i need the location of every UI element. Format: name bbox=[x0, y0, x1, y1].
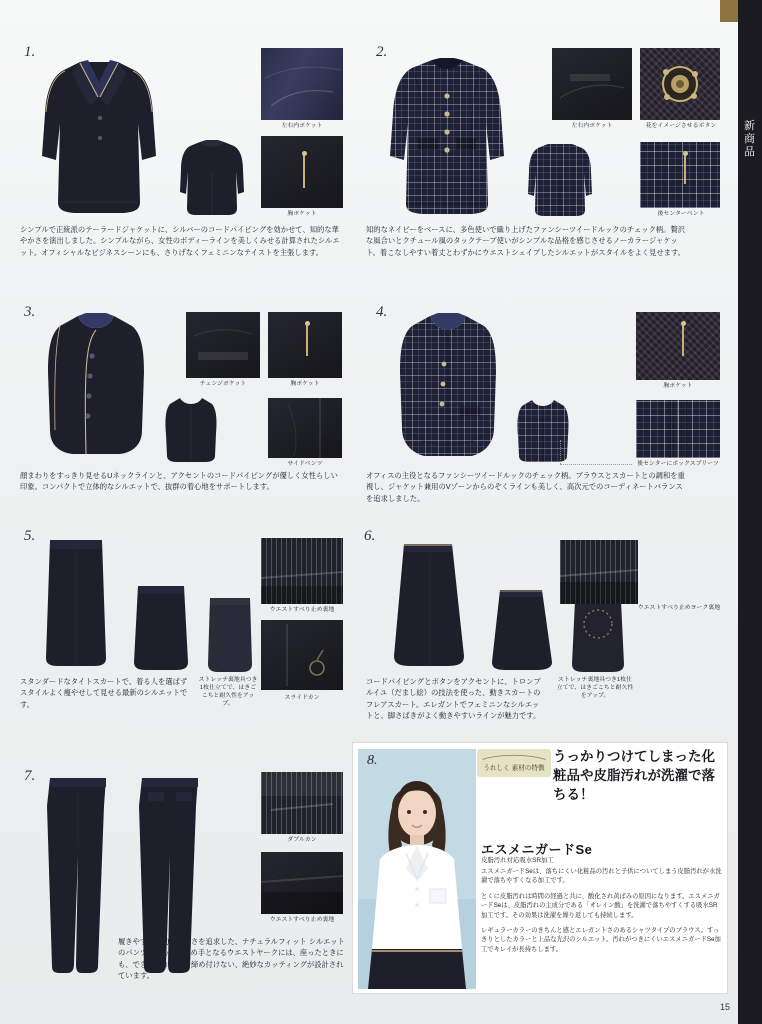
garment-jacket-1-back bbox=[176, 138, 248, 218]
swatch-4-1 bbox=[636, 400, 720, 458]
swatch-label-3-0: チェンジポケット bbox=[199, 381, 247, 387]
item-number-6: 6. bbox=[364, 528, 376, 544]
swatch-label-1-1: 胸ポケット bbox=[287, 211, 317, 217]
swatch-label-2-2: 後センターベント bbox=[657, 211, 705, 217]
garment-skirt-5-long bbox=[36, 538, 116, 668]
swatch-label-3-1: 胸ポケット bbox=[290, 381, 320, 387]
swatch-1-1 bbox=[261, 136, 343, 208]
item-number-4: 4. bbox=[376, 304, 388, 320]
page-edge-gold-marker bbox=[720, 0, 738, 22]
item-caption-7: 履きやすさと動きやすさを追求した、ナチュラルフィット シルエットのパンツ。着心地の決め手となるウエストヤークには、座ったときにも、できる限り腹部を締め付けない、絶妙なカッティングが設計されています。 bbox=[118, 937, 345, 981]
promo-subtitle: 皮脂汚れ対応吸水SR加工 bbox=[481, 857, 554, 864]
item-caption-4: オフィスの主役となるファンシーツイードルックのチェック柄。ブラウスとスカートとの調和を重視し、ジャケット兼用のVゾーンからのぞくラインも美しく、高次元でのコーディネートバランスを追求しました。 bbox=[366, 471, 685, 503]
swatch-7-1 bbox=[261, 852, 343, 914]
garment-skirt-6-flare bbox=[484, 588, 560, 674]
swatch-4-0 bbox=[636, 312, 720, 380]
promo-body-p3: レギュラーカラーのきちんと感とエレガントさのあるシャツタイプのブラウス。すっきりとしたカラーと上品な光沢のシルエット。汚れがつきにくいエスメニガードSe加工でキレイが長持ちします。 bbox=[481, 927, 721, 953]
promo-brand: エスメニガードSe bbox=[481, 842, 593, 857]
swatch-label-5-1: ストレッチ裏地具つき1枚仕立てで、はきごこちと耐久性をアップ。 bbox=[198, 677, 258, 707]
item-number-5: 5. bbox=[24, 528, 36, 544]
promo-badge bbox=[477, 749, 551, 777]
garment-skirt-6-long bbox=[386, 542, 474, 668]
swatch-label-1-0: 左右内ポケット bbox=[281, 123, 323, 129]
item-caption-6: コードパイピングとボタンをアクセントに、トロンプルイユ（だまし絵）の技法を使った、動きスカートのフレアスカート。エレガントでフェミニンなシルエットと、脚さばきがよく動きやすいラインが魅力です。 bbox=[366, 677, 541, 721]
promo-panel bbox=[352, 742, 728, 994]
swatch-2-0 bbox=[552, 48, 632, 120]
page-folio: 15 bbox=[719, 1002, 730, 1012]
swatch-label-5-0: ウエストすべり止め裏地 bbox=[269, 607, 335, 613]
item-caption-1: シンプルで正統派のテーラードジャケットに、シルバーのコードパイピングを効かせて、知的な華やかさを演出しました。シンプルながら、女性のボディーラインを美しくみせる計算されたシルエット。オフィシャルなビジネスシーンにも、さりげなくフェミニンなテイストを主張します。 bbox=[20, 225, 340, 257]
garment-jacket-2-front bbox=[382, 52, 512, 217]
swatch-5-0 bbox=[261, 538, 343, 604]
swatch-7-0 bbox=[261, 772, 343, 834]
swatch-3-2 bbox=[268, 398, 342, 458]
swatch-label-6-0: ウエストすべり止めヨーク裏地 bbox=[637, 605, 721, 611]
swatch-3-1 bbox=[268, 312, 342, 378]
swatch-label-7-0: ダブルカン bbox=[287, 837, 317, 843]
swatch-label-2-1: 花をイメージさせるボタン bbox=[645, 123, 717, 129]
item-number-7: 7. bbox=[24, 768, 36, 784]
promo-model-photo bbox=[358, 749, 476, 989]
item-caption-5: スタンダードなタイトスカートで、着る人を選ばずスタイルよく瘦やせして見せる最新のシルエットです。 bbox=[20, 677, 188, 709]
swatch-2-2 bbox=[640, 142, 720, 208]
garment-vest-3-back bbox=[160, 394, 222, 464]
swatch-label-3-2: サイドベンツ bbox=[287, 461, 323, 467]
garment-pants-7-front bbox=[40, 776, 116, 976]
swatch-6-0 bbox=[560, 540, 638, 604]
swatch-1-0 bbox=[261, 48, 343, 120]
garment-skirt-5-short bbox=[126, 584, 196, 672]
promo-body bbox=[481, 867, 723, 954]
promo-body-p2: とくに皮脂汚れは時間の経過と共に、酸化され黄ばみの原因になります。エスメニガードSeは、皮脂汚れの主成分である「オレイン酸」を洗濯で落ちやすくする吸水SR加工です。その効果は洗濯を繰り返しても持続します。 bbox=[481, 892, 720, 919]
promo-headline: うっかりつけてしまった化粧品や皮脂汚れが洗濯で落ちる！ bbox=[553, 749, 715, 802]
callout-leader-4 bbox=[560, 440, 561, 464]
garment-jacket-1-front bbox=[34, 52, 164, 217]
swatch-5-1 bbox=[261, 620, 343, 690]
garment-vest-4-back bbox=[512, 396, 574, 464]
swatch-label-6-1: ストレッチ裏地具つき1枚仕立てで、はきごこちと耐久性をアップ。 bbox=[556, 677, 634, 699]
promo-item-number: 8. bbox=[367, 753, 378, 768]
swatch-label-2-0: 左右内ポケット bbox=[571, 123, 613, 129]
callout-line-4 bbox=[560, 464, 632, 465]
garment-jacket-2-back bbox=[524, 140, 596, 218]
swatch-3-0 bbox=[186, 312, 260, 378]
edge-tab-label: 新 商 品 bbox=[744, 120, 756, 158]
item-number-3: 3. bbox=[24, 304, 36, 320]
garment-vest-3-front bbox=[34, 310, 158, 460]
swatch-label-7-1: ウエストすべり止め裏地 bbox=[269, 917, 335, 923]
item-number-2: 2. bbox=[376, 44, 388, 60]
item-caption-3: 顔まわりをすっきり見せるUネックラインと、アクセントのコードパイピングが優しく女性らしい印象。コンパクトで立体的なシルエットで、抜群の着心地をサポートします。 bbox=[20, 471, 338, 492]
swatch-label-4-1: 後センターにボックスプリーツ bbox=[637, 461, 719, 467]
item-number-1: 1. bbox=[24, 44, 36, 60]
swatch-2-1 bbox=[640, 48, 720, 120]
promo-badge-text: うれしく 素材の特徴 bbox=[483, 765, 545, 772]
item-caption-2: 知的なネイビーをベースに、多色使いで織り上げたファンシーツイードルックのチェック柄。贅沢な風合いとクチュール風のタックテープ使いがシンプルな品格を感じさせるノーカラージャケット。着こなしやすい着丈とわずかにウエストシェイプしたシルエットがスタイルをよく見せます。 bbox=[366, 225, 686, 257]
garment-vest-4-front bbox=[386, 310, 510, 462]
promo-body-p1: エスメニガードSeは、落ちにくい化粧品の汚れと子供についてしまう皮脂汚れが水洗濯で落ちやすくなる加工です。 bbox=[481, 868, 722, 885]
swatch-label-5-2: スライドカン bbox=[284, 695, 320, 701]
swatch-label-4-0: 胸ポケット bbox=[663, 383, 693, 389]
garment-skirt-5-tight bbox=[200, 596, 260, 679]
